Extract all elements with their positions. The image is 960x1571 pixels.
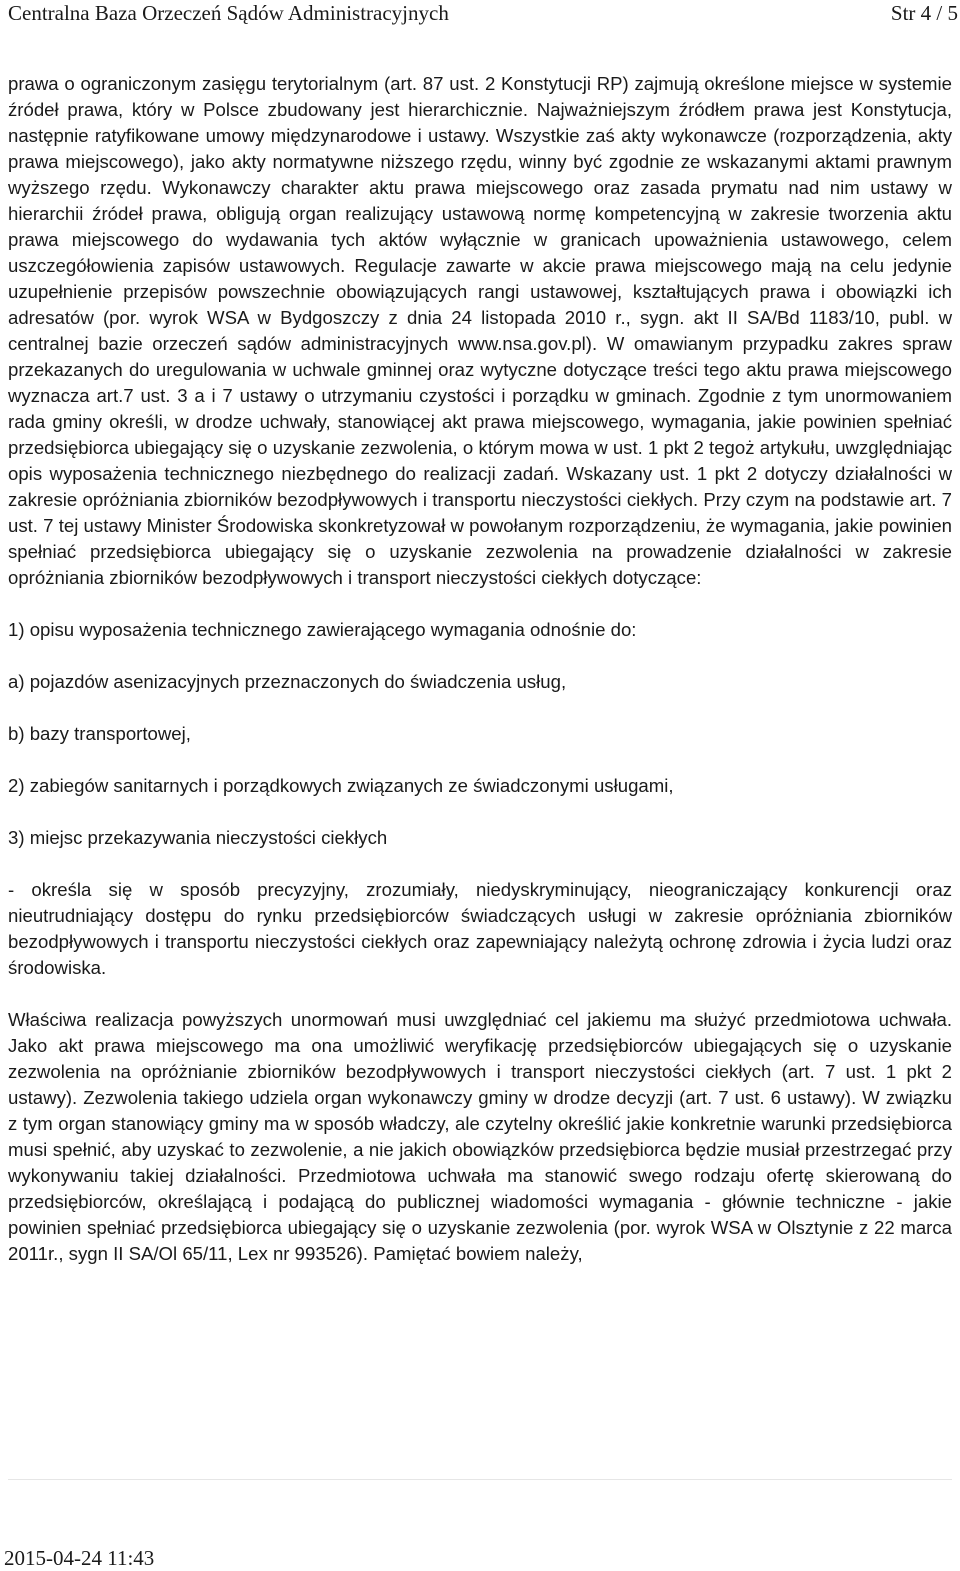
page-header (0, 0, 960, 40)
header-title: Centralna Baza Orzeczeń Sądów Administracyjnych (8, 1, 449, 25)
content-bottom-rule (8, 1479, 952, 1480)
list-item-1a: a) pojazdów asenizacyjnych przeznaczonych do świadczenia usług, (8, 671, 567, 692)
list-item-1b: b) bazy transportowej, (8, 723, 191, 744)
paragraph-dash: - określa się w sposób precyzyjny, zrozumiały, niedyskryminujący, nieograniczający konkurencji oraz nieutrudniający dostępu do rynku przedsiębiorców świadczących usługi w zakresie opróżniania zbiorników bezodpływowych i transportu nieczystości ciekłych oraz zapewniający należytą ochronę zdrowia i życia ludzi oraz środowiska. (8, 879, 952, 978)
list-item-1: 1) opisu wyposażenia technicznego zawierającego wymagania odnośnie do: (8, 619, 637, 640)
footer-timestamp: 2015-04-24 11:43 (4, 1546, 155, 1570)
page-number: Str 4 / 5 (890, 1, 958, 25)
document-body (8, 71, 952, 1267)
list-item-3: 3) miejsc przekazywania nieczystości ciekłych (8, 827, 388, 848)
list-item-2: 2) zabiegów sanitarnych i porządkowych związanych ze świadczonymi usługami, (8, 775, 674, 796)
paragraph-final: Właściwa realizacja powyższych unormowań musi uwzględniać cel jakiemu ma służyć przedmiotowa uchwała. Jako akt prawa miejscowego ma ona umożliwić weryfikację przedsiębiorców ubiegających się o uzyskanie zezwolenia na opróżnianie zbiorników bezodpływowych i transport nieczystości ciekłych (art. 7 ust. 1 pkt 2 ustawy). Zezwolenia takiego udziela organ wykonawczy gminy w drodze decyzji (art. 7 ust. 6 ustawy). W związku z tym organ stanowiący gminy ma w sposób władczy, ale czytelny określić jakie konkretnie warunki przedsiębiorca musi spełnić, aby uzyskać to zezwolenie, a nie jakich obowiązków przedsiębiorca będzie musiał przestrzegać przy wykonywaniu takiej działalności. Przedmiotowa uchwała ma stanowić swego rodzaju ofertę skierowaną do przedsiębiorców, określającą i podającą do publicznej wiadomości wymagania - głównie techniczne - jakie powinien spełniać przedsiębiorca ubiegający się o uzyskanie zezwolenia (por. wyrok WSA w Olsztynie z 22 marca 2011r., sygn II SA/Ol 65/11, Lex nr 993526). Pamiętać bowiem należy, (8, 1009, 952, 1264)
paragraph-main: prawa o ograniczonym zasięgu terytorialnym (art. 87 ust. 2 Konstytucji RP) zajmują określone miejsce w systemie źródeł prawa, który w Polsce zbudowany jest hierarchicznie. Najważniejszym źródłem prawa jest Konstytucja, następnie ratyfikowane umowy międzynarodowe i ustawy. Wszystkie zaś akty wykonawcze (rozporządzenia, akty prawa miejscowego), jako akty normatywne niższego rzędu, winny być zgodnie ze wskazanymi aktami prawnym wyższego rzędu. Wykonawczy charakter aktu prawa miejscowego oraz zasada prymatu nad nim ustawy w hierarchii źródeł prawa, obligują organ realizujący ustawową normę kompetencyjną w zakresie tworzenia aktu prawa miejscowego do wydawania tych aktów wyłącznie w granicach upoważnienia ustawowego, celem uszczegółowienia zapisów ustawowych. Regulacje zawarte w akcie prawa miejscowego mają na celu jedynie uzupełnienie przepisów powszechnie obowiązujących rangi ustawowej, kształtujących prawa i obowiązki ich adresatów (por. wyrok WSA w Bydgoszczy z dnia 24 listopada 2010 r., sygn. akt II SA/Bd 1183/10, publ. w centralnej bazie orzeczeń sądów administracyjnych www.nsa.gov.pl). W omawianym przypadku zakres spraw przekazanych do uregulowania w uchwale gminnej oraz wytyczne dotyczące treści tego aktu prawa miejscowego wyznacza art.7 ust. 3 a i 7 ustawy o utrzymaniu czystości i porządku w gminach. Zgodnie z tym unormowaniem rada gminy określi, w drodze uchwały, stanowiącej akt prawa miejscowego, wymagania, jakie powinien spełniać przedsiębiorca ubiegający się o uzyskanie zezwolenia, o którym mowa w ust. 1 pkt 2 tegoż artykułu, uwzględniając opis wyposażenia technicznego niezbędnego do realizacji zadań. Wskazany ust. 1 pkt 2 dotyczy działalności w zakresie opróżniania zbiorników bezodpływowych i transportu nieczystości ciekłych. Przy czym na podstawie art. 7 ust. 7 tej ustawy Minister Środowiska skonkretyzował w powołanym rozporządzeniu, że wymagania, jakie powinien spełniać przedsiębiorca ubiegający się o uzyskanie zezwolenia na prowadzenie działalności w zakresie opróżniania zbiorników bezodpływowych i transport nieczystości ciekłych dotyczące: (8, 73, 952, 588)
